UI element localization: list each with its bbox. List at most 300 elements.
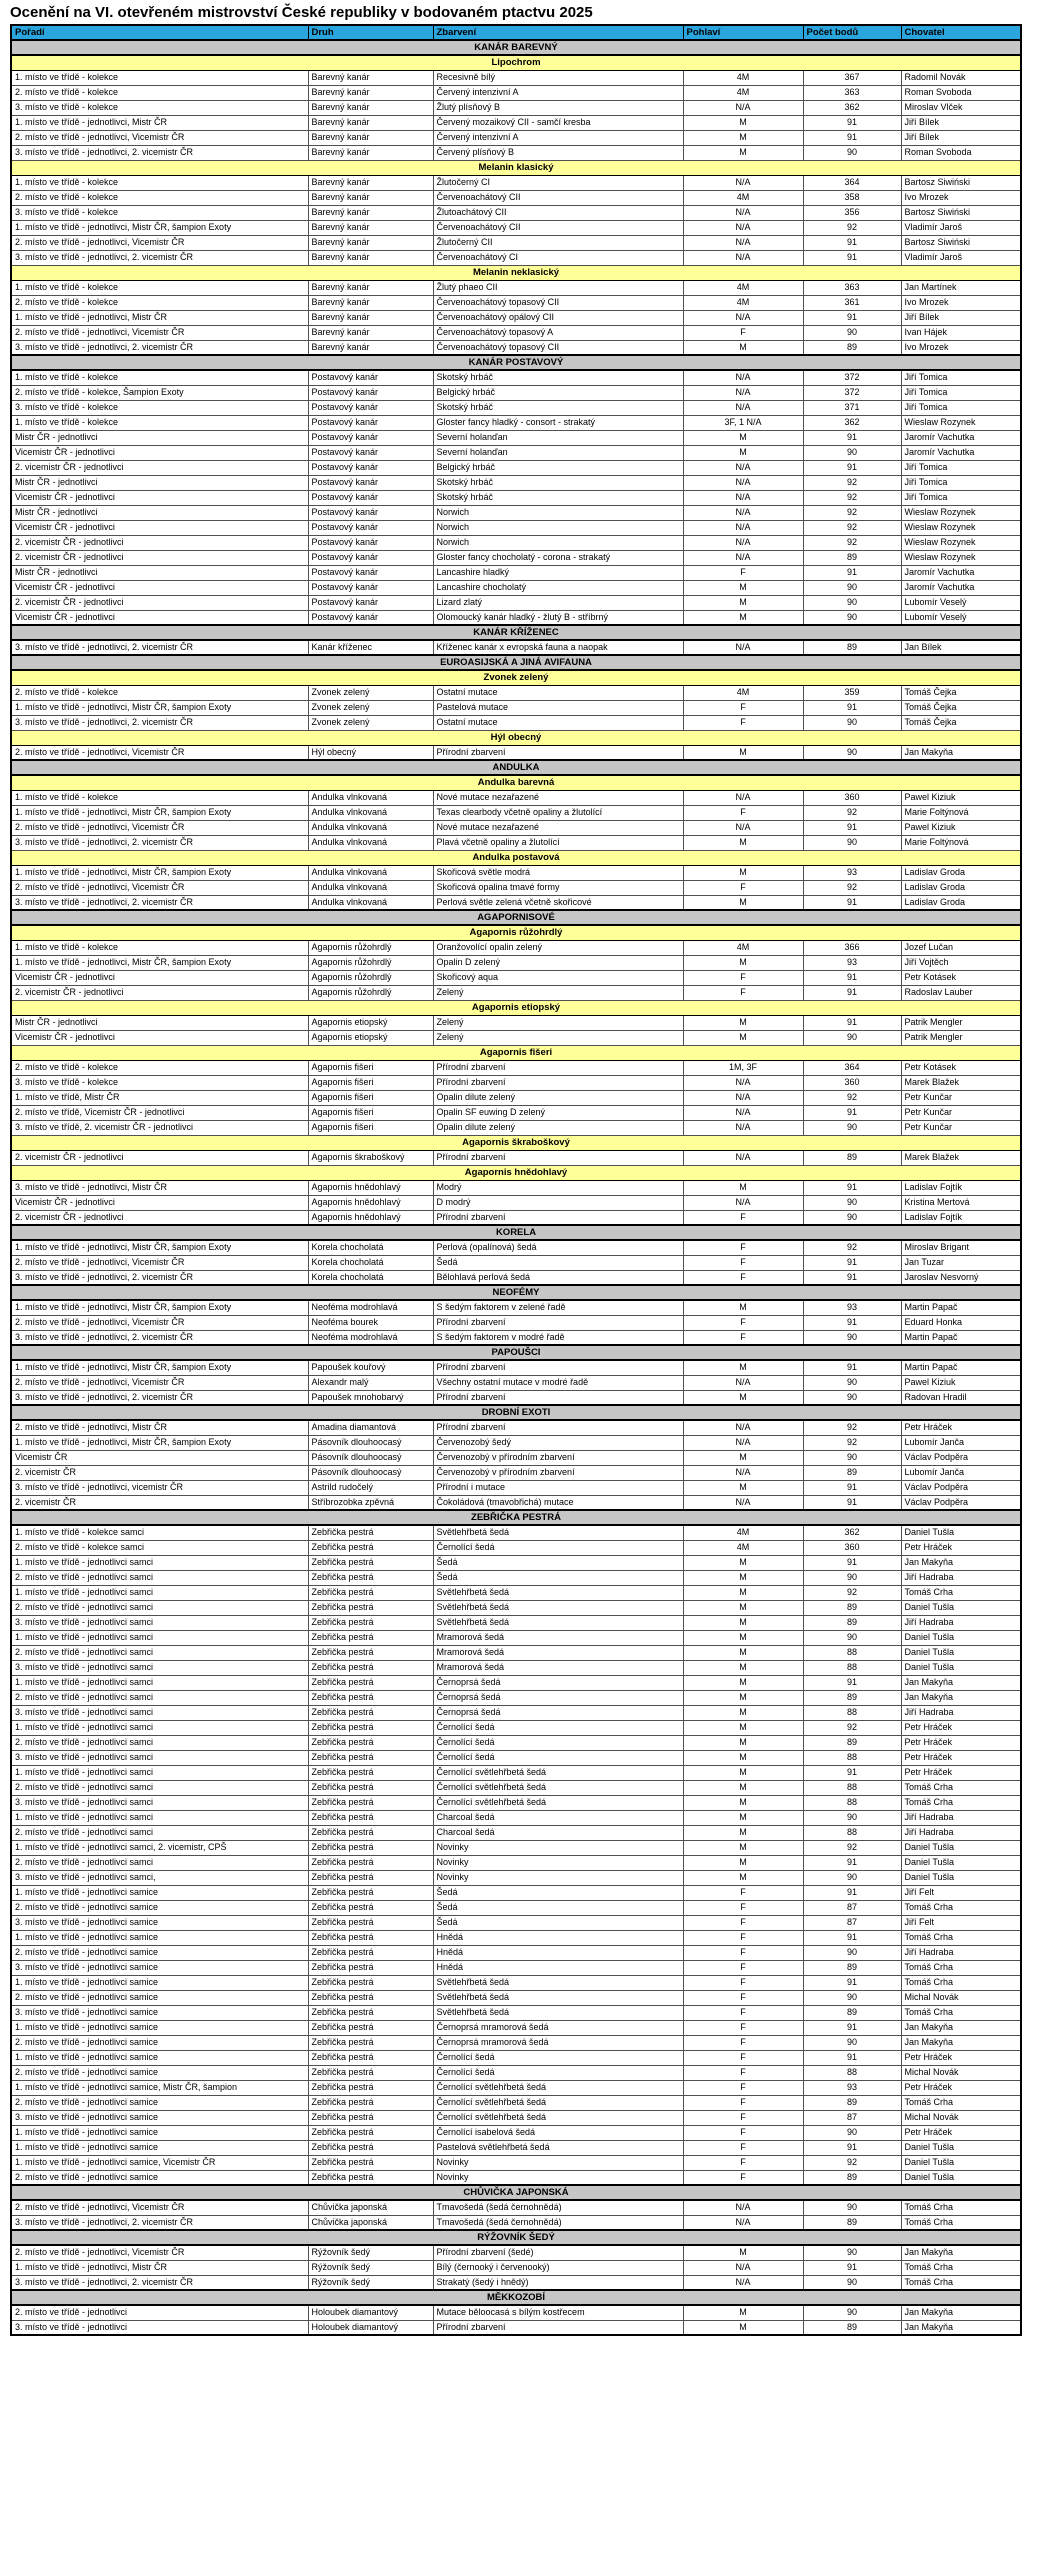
cell-zbarveni: Přírodní zbarvení	[433, 1150, 683, 1165]
section-header: DROBNÍ EXOTI	[11, 1405, 1021, 1420]
cell-zbarveni: Nové mutace nezařazené	[433, 820, 683, 835]
cell-zbarveni: Černoprsá šedá	[433, 1690, 683, 1705]
cell-chovatel: Marek Blažek	[901, 1075, 1021, 1090]
cell-pohlavi: N/A	[683, 475, 803, 490]
cell-pocet-bodu: 90	[803, 2125, 901, 2140]
cell-zbarveni: Přírodní zbarvení	[433, 745, 683, 760]
cell-pocet-bodu: 89	[803, 1600, 901, 1615]
table-row	[11, 1480, 1021, 1495]
cell-zbarveni: Světlehřbetá šedá	[433, 1975, 683, 1990]
cell-zbarveni: Strakatý (šedý i hnědý)	[433, 2275, 683, 2290]
cell-druh: Neoféma bourek	[308, 1315, 433, 1330]
subsection-header: Andulka barevná	[11, 775, 1021, 790]
cell-poradi: 2. vicemistr ČR - jednotlivci	[11, 1150, 308, 1165]
cell-druh: Pásovník dlouhoocasý	[308, 1465, 433, 1480]
table-row	[11, 1255, 1021, 1270]
cell-druh: Zebřička pestrá	[308, 1570, 433, 1585]
cell-pohlavi: M	[683, 1615, 803, 1630]
cell-poradi: 2. místo ve třídě - jednotlivci, Vicemistr ČR	[11, 1315, 308, 1330]
table-row	[11, 310, 1021, 325]
cell-chovatel: Tomáš Crha	[901, 2200, 1021, 2215]
cell-druh: Zebřička pestrá	[308, 1855, 433, 1870]
cell-zbarveni: Norwich	[433, 535, 683, 550]
cell-poradi: 2. místo ve třídě - jednotlivci samice	[11, 1945, 308, 1960]
cell-poradi: 2. vicemistr ČR	[11, 1495, 308, 1510]
cell-zbarveni: Kříženec kanár x evropská fauna a naopak	[433, 640, 683, 655]
table-row	[11, 2275, 1021, 2290]
cell-chovatel: Jan Makyňa	[901, 1675, 1021, 1690]
cell-pohlavi: F	[683, 2035, 803, 2050]
column-header-druh: Druh	[308, 25, 433, 40]
cell-pohlavi: M	[683, 610, 803, 625]
cell-poradi: 2. vicemistr ČR - jednotlivci	[11, 985, 308, 1000]
cell-pohlavi: M	[683, 2305, 803, 2320]
cell-pocet-bodu: 356	[803, 205, 901, 220]
cell-pohlavi: F	[683, 1270, 803, 1285]
cell-chovatel: Michal Novák	[901, 2110, 1021, 2125]
cell-druh: Agapornis růžohrdlý	[308, 970, 433, 985]
table-row	[11, 1990, 1021, 2005]
cell-pocet-bodu: 89	[803, 1465, 901, 1480]
cell-poradi: 1. místo ve třídě - jednotlivci, Mistr ČR, šampion Exoty	[11, 1435, 308, 1450]
section-header: MĚKKOZOBÍ	[11, 2290, 1021, 2305]
cell-pohlavi: M	[683, 1780, 803, 1795]
cell-druh: Zebřička pestrá	[308, 2125, 433, 2140]
cell-pohlavi: M	[683, 1750, 803, 1765]
cell-pohlavi: N/A	[683, 220, 803, 235]
table-row	[11, 505, 1021, 520]
cell-chovatel: Tomáš Čejka	[901, 715, 1021, 730]
cell-pohlavi: M	[683, 1870, 803, 1885]
table-row	[11, 2110, 1021, 2125]
cell-pocet-bodu: 92	[803, 1720, 901, 1735]
cell-chovatel: Marie Foltýnová	[901, 835, 1021, 850]
cell-zbarveni: Belgický hrbáč	[433, 385, 683, 400]
table-row	[11, 2125, 1021, 2140]
cell-chovatel: Jan Tuzar	[901, 1255, 1021, 1270]
cell-druh: Zebřička pestrá	[308, 1765, 433, 1780]
cell-poradi: 3. místo ve třídě - jednotlivci, 2. vicemistr ČR	[11, 145, 308, 160]
section-row	[11, 1405, 1021, 1420]
cell-poradi: 2. místo ve třídě - jednotlivci samci	[11, 1690, 308, 1705]
cell-pocet-bodu: 91	[803, 1270, 901, 1285]
cell-poradi: 1. místo ve třídě - jednotlivci samci	[11, 1675, 308, 1690]
cell-pohlavi: M	[683, 955, 803, 970]
cell-chovatel: Petr Hráček	[901, 1420, 1021, 1435]
cell-chovatel: Vladimír Jaroš	[901, 220, 1021, 235]
cell-zbarveni: Červenozobý šedý	[433, 1435, 683, 1450]
table-row	[11, 70, 1021, 85]
cell-zbarveni: Hnědá	[433, 1930, 683, 1945]
cell-pohlavi: M	[683, 115, 803, 130]
cell-zbarveni: Světlehřbetá šedá	[433, 1615, 683, 1630]
table-row	[11, 1810, 1021, 1825]
cell-druh: Neoféma modrohlavá	[308, 1300, 433, 1315]
table-row	[11, 1015, 1021, 1030]
cell-poradi: 1. místo ve třídě - jednotlivci samci	[11, 1585, 308, 1600]
section-row	[11, 1510, 1021, 1525]
cell-druh: Agapornis růžohrdlý	[308, 940, 433, 955]
cell-druh: Postavový kanár	[308, 520, 433, 535]
cell-druh: Andulka vlnkovaná	[308, 895, 433, 910]
cell-pohlavi: 4M	[683, 685, 803, 700]
cell-zbarveni: Opalin dilute zelený	[433, 1120, 683, 1135]
table-row	[11, 715, 1021, 730]
cell-zbarveni: Pastelová světlehřbetá šedá	[433, 2140, 683, 2155]
cell-chovatel: Radovan Hradil	[901, 1390, 1021, 1405]
cell-pohlavi: F	[683, 2050, 803, 2065]
cell-pohlavi: F	[683, 1255, 803, 1270]
cell-pocet-bodu: 91	[803, 310, 901, 325]
cell-chovatel: Jiří Hadraba	[901, 1615, 1021, 1630]
cell-zbarveni: Žlutý plísňový B	[433, 100, 683, 115]
cell-pocet-bodu: 90	[803, 610, 901, 625]
table-row	[11, 130, 1021, 145]
cell-chovatel: Daniel Tušla	[901, 2155, 1021, 2170]
cell-zbarveni: Světlehřbetá šedá	[433, 1990, 683, 2005]
cell-poradi: 2. místo ve třídě - jednotlivci samice	[11, 2170, 308, 2185]
cell-druh: Zebřička pestrá	[308, 1780, 433, 1795]
cell-pohlavi: M	[683, 1765, 803, 1780]
cell-pohlavi: 4M	[683, 70, 803, 85]
table-row	[11, 1645, 1021, 1660]
table-row	[11, 175, 1021, 190]
cell-druh: Postavový kanár	[308, 460, 433, 475]
cell-pohlavi: F	[683, 2125, 803, 2140]
cell-druh: Agapornis škraboškový	[308, 1150, 433, 1165]
table-row	[11, 595, 1021, 610]
table-row	[11, 820, 1021, 835]
cell-pohlavi: N/A	[683, 535, 803, 550]
subsection-header: Agapornis škraboškový	[11, 1135, 1021, 1150]
cell-poradi: 1. místo ve třídě - jednotlivci, Mistr ČR, šampion Exoty	[11, 955, 308, 970]
cell-pocet-bodu: 360	[803, 1540, 901, 1555]
table-row	[11, 2020, 1021, 2035]
cell-pohlavi: M	[683, 1300, 803, 1315]
cell-druh: Zebřička pestrá	[308, 2155, 433, 2170]
cell-pocet-bodu: 92	[803, 475, 901, 490]
cell-poradi: 1. místo ve třídě - jednotlivci samice	[11, 1975, 308, 1990]
cell-zbarveni: Norwich	[433, 505, 683, 520]
cell-druh: Hýl obecný	[308, 745, 433, 760]
cell-chovatel: Petr Hráček	[901, 1540, 1021, 1555]
cell-pohlavi: 4M	[683, 190, 803, 205]
table-row	[11, 280, 1021, 295]
section-row	[11, 760, 1021, 775]
table-row	[11, 610, 1021, 625]
cell-pohlavi: N/A	[683, 1420, 803, 1435]
table-row	[11, 1105, 1021, 1120]
cell-druh: Barevný kanár	[308, 115, 433, 130]
cell-chovatel: Lubomír Veselý	[901, 610, 1021, 625]
cell-chovatel: Jaromír Vachutka	[901, 445, 1021, 460]
section-row	[11, 2185, 1021, 2200]
cell-chovatel: Radomil Novák	[901, 70, 1021, 85]
cell-zbarveni: Čokoládová (tmavobřichá) mutace	[433, 1495, 683, 1510]
cell-druh: Zebřička pestrá	[308, 1975, 433, 1990]
cell-pohlavi: N/A	[683, 460, 803, 475]
cell-druh: Amadina diamantová	[308, 1420, 433, 1435]
cell-druh: Agapornis fišeri	[308, 1075, 433, 1090]
cell-druh: Postavový kanár	[308, 550, 433, 565]
cell-pocet-bodu: 88	[803, 1780, 901, 1795]
cell-chovatel: Ivo Mrozek	[901, 190, 1021, 205]
cell-zbarveni: Lancashire chocholatý	[433, 580, 683, 595]
cell-poradi: 1. místo ve třídě - jednotlivci, Mistr ČR, šampion Exoty	[11, 865, 308, 880]
cell-zbarveni: Červený intenzivní A	[433, 85, 683, 100]
cell-pohlavi: M	[683, 1600, 803, 1615]
cell-chovatel: Jan Makyňa	[901, 2245, 1021, 2260]
cell-pohlavi: N/A	[683, 490, 803, 505]
cell-zbarveni: Ostatní mutace	[433, 715, 683, 730]
cell-druh: Zebřička pestrá	[308, 1870, 433, 1885]
cell-poradi: 3. místo ve třídě - jednotlivci samice	[11, 2005, 308, 2020]
cell-zbarveni: Černoprsá mramorová šedá	[433, 2020, 683, 2035]
table-row	[11, 1960, 1021, 1975]
cell-poradi: 1. místo ve třídě - jednotlivci, Mistr ČR	[11, 2260, 308, 2275]
cell-poradi: 3. místo ve třídě - jednotlivci samice	[11, 1960, 308, 1975]
cell-druh: Holoubek diamantový	[308, 2320, 433, 2335]
cell-pocet-bodu: 89	[803, 1150, 901, 1165]
cell-pocet-bodu: 362	[803, 100, 901, 115]
cell-druh: Zebřička pestrá	[308, 2080, 433, 2095]
subsection-header: Agapornis růžohrdlý	[11, 925, 1021, 940]
section-row	[11, 355, 1021, 370]
cell-chovatel: Jan Makyňa	[901, 2020, 1021, 2035]
cell-pocet-bodu: 89	[803, 1615, 901, 1630]
cell-druh: Postavový kanár	[308, 505, 433, 520]
cell-pohlavi: F	[683, 970, 803, 985]
results-table	[10, 24, 1022, 2336]
cell-chovatel: Ladislav Groda	[901, 895, 1021, 910]
cell-zbarveni: Šedá	[433, 1915, 683, 1930]
cell-chovatel: Pawel Kiziuk	[901, 790, 1021, 805]
cell-poradi: 3. místo ve třídě - jednotlivci samci	[11, 1795, 308, 1810]
cell-druh: Zebřička pestrá	[308, 1900, 433, 1915]
cell-poradi: 3. místo ve třídě - jednotlivci samci,	[11, 1870, 308, 1885]
table-row	[11, 1750, 1021, 1765]
cell-pohlavi: M	[683, 1810, 803, 1825]
cell-poradi: 3. místo ve třídě - jednotlivci, 2. vicemistr ČR	[11, 1270, 308, 1285]
cell-druh: Barevný kanár	[308, 205, 433, 220]
cell-poradi: 1. místo ve třídě - jednotlivci samice	[11, 2050, 308, 2065]
cell-zbarveni: Červenoachátový opálový CII	[433, 310, 683, 325]
cell-chovatel: Ladislav Groda	[901, 880, 1021, 895]
cell-poradi: 2. místo ve třídě - jednotlivci, Vicemistr ČR	[11, 130, 308, 145]
cell-poradi: 1. místo ve třídě, Mistr ČR	[11, 1090, 308, 1105]
cell-poradi: 2. místo ve třídě, Vicemistr ČR - jednotlivci	[11, 1105, 308, 1120]
cell-pocet-bodu: 90	[803, 1570, 901, 1585]
cell-zbarveni: D modrý	[433, 1195, 683, 1210]
cell-druh: Agapornis růžohrdlý	[308, 955, 433, 970]
table-row	[11, 1675, 1021, 1690]
cell-poradi: 1. místo ve třídě - jednotlivci samci	[11, 1630, 308, 1645]
cell-chovatel: Jiří Bílek	[901, 115, 1021, 130]
cell-druh: Zvonek zelený	[308, 685, 433, 700]
cell-zbarveni: Norwich	[433, 520, 683, 535]
cell-zbarveni: Lizard zlatý	[433, 595, 683, 610]
cell-pocet-bodu: 90	[803, 445, 901, 460]
cell-chovatel: Petr Hráček	[901, 1750, 1021, 1765]
cell-druh: Barevný kanár	[308, 100, 433, 115]
cell-pocet-bodu: 92	[803, 490, 901, 505]
cell-pohlavi: M	[683, 745, 803, 760]
cell-poradi: 2. místo ve třídě - jednotlivci samci	[11, 1600, 308, 1615]
cell-poradi: 1. místo ve třídě - jednotlivci samci, 2. vicemistr, CPŠ	[11, 1840, 308, 1855]
cell-druh: Holoubek diamantový	[308, 2305, 433, 2320]
cell-poradi: 3. místo ve třídě - jednotlivci samci	[11, 1705, 308, 1720]
cell-zbarveni: Mutace běloocasá s bílým kostřecem	[433, 2305, 683, 2320]
cell-druh: Agapornis hnědohlavý	[308, 1210, 433, 1225]
cell-chovatel: Michal Novák	[901, 2065, 1021, 2080]
section-header: KANÁR POSTAVOVÝ	[11, 355, 1021, 370]
cell-zbarveni: Opalin dilute zelený	[433, 1090, 683, 1105]
cell-pocet-bodu: 88	[803, 2065, 901, 2080]
cell-druh: Zebřička pestrá	[308, 1915, 433, 1930]
cell-zbarveni: Skořicový aqua	[433, 970, 683, 985]
table-row	[11, 460, 1021, 475]
cell-chovatel: Tomáš Čejka	[901, 685, 1021, 700]
cell-pocet-bodu: 87	[803, 2110, 901, 2125]
cell-pocet-bodu: 360	[803, 1075, 901, 1090]
table-row	[11, 400, 1021, 415]
cell-chovatel: Wieslaw Rozynek	[901, 415, 1021, 430]
table-row	[11, 1690, 1021, 1705]
cell-zbarveni: Černolící šedá	[433, 2065, 683, 2080]
table-row	[11, 2050, 1021, 2065]
cell-pohlavi: 4M	[683, 295, 803, 310]
cell-zbarveni: Novinky	[433, 1870, 683, 1885]
cell-poradi: 1. místo ve třídě - jednotlivci samice	[11, 1930, 308, 1945]
cell-pohlavi: M	[683, 835, 803, 850]
subsection-row	[11, 775, 1021, 790]
table-row	[11, 865, 1021, 880]
cell-pohlavi: N/A	[683, 175, 803, 190]
cell-druh: Agapornis fišeri	[308, 1120, 433, 1135]
table-row	[11, 1660, 1021, 1675]
cell-pocet-bodu: 90	[803, 1120, 901, 1135]
cell-chovatel: Daniel Tušla	[901, 2140, 1021, 2155]
cell-chovatel: Jiří Felt	[901, 1915, 1021, 1930]
cell-chovatel: Jiří Tomica	[901, 460, 1021, 475]
cell-poradi: 3. místo ve třídě - jednotlivci samci	[11, 1615, 308, 1630]
cell-zbarveni: Přírodní i mutace	[433, 1480, 683, 1495]
cell-druh: Neoféma modrohlavá	[308, 1330, 433, 1345]
cell-zbarveni: Černolící světlehřbetá šedá	[433, 2110, 683, 2125]
cell-chovatel: Tomáš Crha	[901, 2275, 1021, 2290]
table-row	[11, 1390, 1021, 1405]
cell-pohlavi: M	[683, 1015, 803, 1030]
cell-druh: Barevný kanár	[308, 235, 433, 250]
subsection-header: Melanin klasický	[11, 160, 1021, 175]
cell-druh: Barevný kanár	[308, 145, 433, 160]
cell-pohlavi: M	[683, 2245, 803, 2260]
cell-pohlavi: F	[683, 1210, 803, 1225]
cell-druh: Agapornis hnědohlavý	[308, 1195, 433, 1210]
table-row	[11, 1900, 1021, 1915]
cell-zbarveni: Pastelová mutace	[433, 700, 683, 715]
section-row	[11, 2230, 1021, 2245]
subsection-row	[11, 1135, 1021, 1150]
subsection-row	[11, 265, 1021, 280]
cell-zbarveni: Skořicová světle modrá	[433, 865, 683, 880]
cell-zbarveni: Zelený	[433, 1015, 683, 1030]
cell-chovatel: Roman Svoboda	[901, 145, 1021, 160]
cell-pohlavi: F	[683, 1975, 803, 1990]
cell-pocet-bodu: 87	[803, 1915, 901, 1930]
table-row	[11, 85, 1021, 100]
cell-poradi: 3. místo ve třídě - kolekce	[11, 205, 308, 220]
cell-pocet-bodu: 91	[803, 250, 901, 265]
table-row	[11, 1150, 1021, 1165]
table-row	[11, 295, 1021, 310]
cell-pohlavi: F	[683, 1240, 803, 1255]
cell-zbarveni: Skořicová opalina tmavé formy	[433, 880, 683, 895]
cell-poradi: 1. místo ve třídě - jednotlivci, Mistr ČR	[11, 115, 308, 130]
cell-pocet-bodu: 92	[803, 535, 901, 550]
table-row	[11, 1450, 1021, 1465]
cell-zbarveni: Charcoal šedá	[433, 1810, 683, 1825]
cell-chovatel: Jiří Tomica	[901, 385, 1021, 400]
cell-zbarveni: Perlová světle zelená včetně skořicové	[433, 895, 683, 910]
table-row	[11, 1360, 1021, 1375]
cell-chovatel: Tomáš Čejka	[901, 700, 1021, 715]
cell-poradi: 1. místo ve třídě - jednotlivci samice	[11, 1885, 308, 1900]
cell-chovatel: Ivan Hájek	[901, 325, 1021, 340]
table-row	[11, 145, 1021, 160]
table-row	[11, 205, 1021, 220]
cell-poradi: 1. místo ve třídě - kolekce	[11, 790, 308, 805]
cell-pohlavi: F	[683, 700, 803, 715]
cell-druh: Andulka vlnkovaná	[308, 820, 433, 835]
cell-pocet-bodu: 90	[803, 2305, 901, 2320]
cell-chovatel: Jiří Bílek	[901, 130, 1021, 145]
cell-poradi: 2. místo ve třídě - jednotlivci samice	[11, 2065, 308, 2080]
cell-pohlavi: M	[683, 1840, 803, 1855]
cell-pohlavi: N/A	[683, 250, 803, 265]
cell-druh: Barevný kanár	[308, 310, 433, 325]
cell-druh: Zvonek zelený	[308, 700, 433, 715]
cell-druh: Agapornis fišeri	[308, 1060, 433, 1075]
cell-pohlavi: M	[683, 1675, 803, 1690]
cell-zbarveni: Plavá včetně opaliny a žlutolící	[433, 835, 683, 850]
cell-pohlavi: M	[683, 1705, 803, 1720]
cell-chovatel: Petr Kunčar	[901, 1105, 1021, 1120]
table-row	[11, 835, 1021, 850]
cell-chovatel: Kristina Mertová	[901, 1195, 1021, 1210]
subsection-header: Agapornis hnědohlavý	[11, 1165, 1021, 1180]
cell-pohlavi: M	[683, 895, 803, 910]
cell-zbarveni: Přírodní zbarvení	[433, 2320, 683, 2335]
cell-poradi: 1. místo ve třídě - jednotlivci, Mistr ČR, šampion Exoty	[11, 1240, 308, 1255]
cell-zbarveni: Novinky	[433, 1840, 683, 1855]
cell-poradi: 1. místo ve třídě - jednotlivci, Mistr ČR, šampion Exoty	[11, 700, 308, 715]
cell-poradi: 2. místo ve třídě - jednotlivci, Vicemistr ČR	[11, 235, 308, 250]
cell-chovatel: Tomáš Crha	[901, 2005, 1021, 2020]
cell-zbarveni: Olomoucký kanár hladký - žlutý B - stříbrný	[433, 610, 683, 625]
cell-druh: Zebřička pestrá	[308, 1660, 433, 1675]
cell-pohlavi: N/A	[683, 1105, 803, 1120]
table-row	[11, 250, 1021, 265]
cell-pocet-bodu: 364	[803, 175, 901, 190]
cell-poradi: Vicemistr ČR - jednotlivci	[11, 520, 308, 535]
cell-chovatel: Petr Kunčar	[901, 1120, 1021, 1135]
cell-druh: Papoušek mnohobarvý	[308, 1390, 433, 1405]
table-row	[11, 1615, 1021, 1630]
cell-pocet-bodu: 91	[803, 1015, 901, 1030]
cell-poradi: 3. místo ve třídě - jednotlivci	[11, 2320, 308, 2335]
cell-pocet-bodu: 371	[803, 400, 901, 415]
